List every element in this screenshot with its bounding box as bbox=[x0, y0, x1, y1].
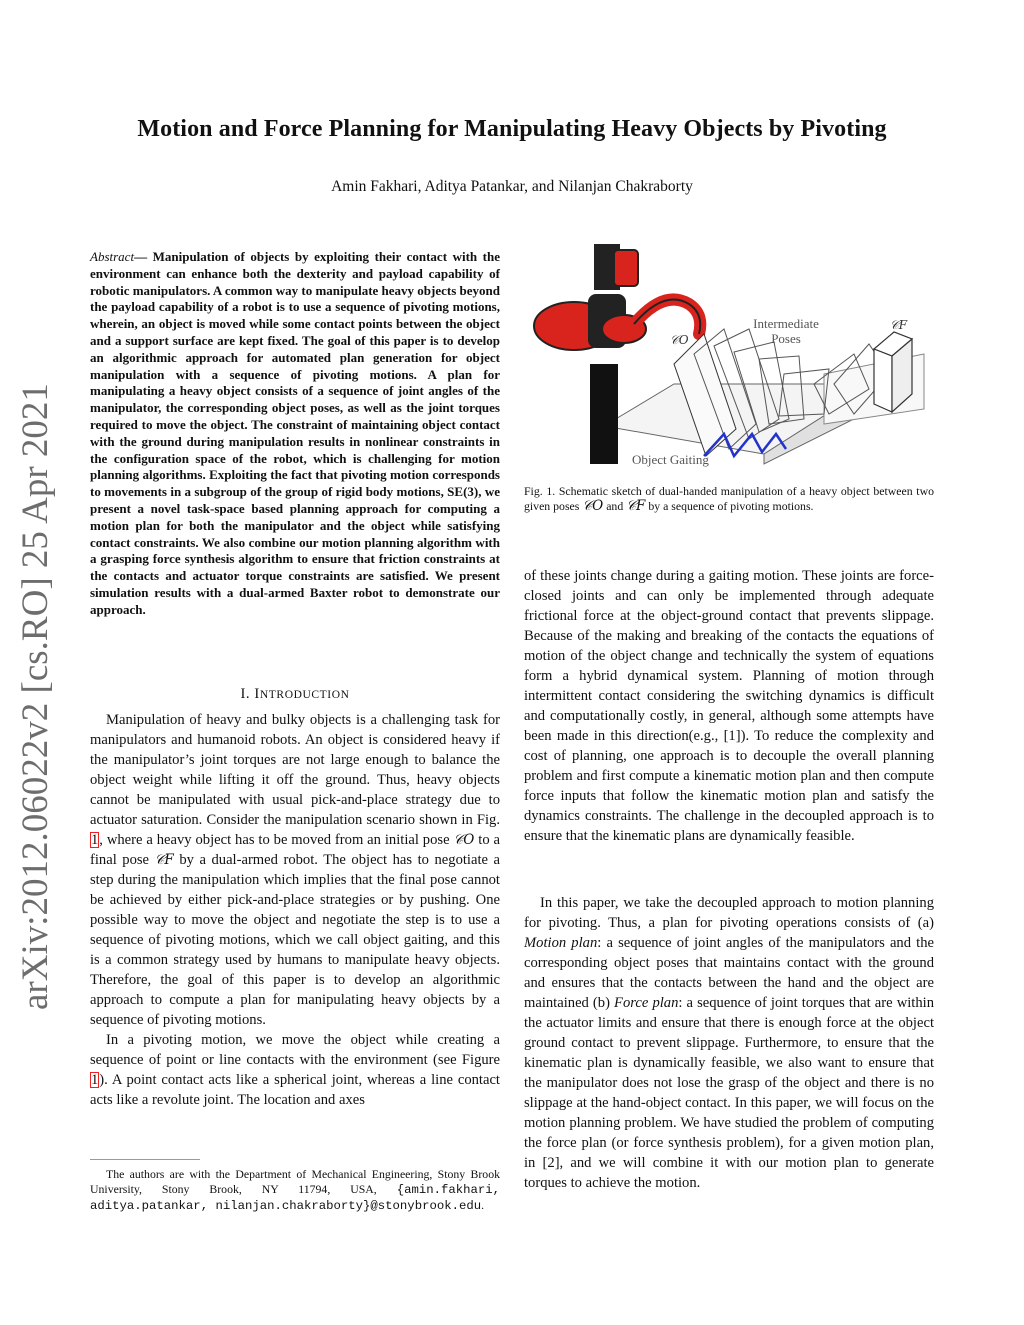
right-p2-a: In this paper, we take the decoupled approach to motion planning for pivoting. Thus, a plan for pivoting operations consists of (a) bbox=[524, 895, 934, 931]
right-p1-text: of these joints change during a gaiting motion. These joints are force-closed joints and can only be implemented through adequate frictional force at the object-ground contact that prevents slippage. Because of the making and breaking of the contacts the equations of motion of the object change and technically the system of equations form a hybrid dynamical system. Planning of motion through intermittent contact considering the switching dynamics is difficult and computationally costly, in general, although some attempts have been made in this direction(e.g., [1]). To reduce the complexity and cost of planning, one approach is to decouple the overall planning problem and first compute a kinematic motion plan and then compute force inputs that follow the kinematic motion plan and satisfy the dynamics constraints. The challenge in the decoupled approach is to ensure that the kinematic plans are dynamically feasible. bbox=[524, 568, 934, 844]
label-object-gaiting: Object Gaiting bbox=[632, 452, 709, 467]
right-p2 bbox=[524, 893, 934, 1193]
intro-text bbox=[90, 710, 500, 1110]
caption-c: by a sequence of pivoting motions. bbox=[645, 499, 814, 513]
label-cf: 𝒞F bbox=[890, 318, 908, 332]
paper-authors: Amin Fakhari, Aditya Patankar, and Nilanjan Chakraborty bbox=[331, 178, 693, 195]
figure-1-illustration bbox=[524, 234, 934, 474]
footnote-rule bbox=[90, 1159, 200, 1160]
right-paragraph-2 bbox=[524, 893, 934, 1193]
intro-paragraph-1 bbox=[90, 710, 500, 1030]
intro-p2-a: In a pivoting motion, we move the object while creating a sequence of point or line contacts with the environment (see Figure bbox=[90, 1032, 500, 1068]
intro-p1-c: to a final pose bbox=[90, 832, 500, 868]
pose-cf-symbol: 𝒞F bbox=[154, 852, 174, 868]
figure-1-link-2[interactable]: 1 bbox=[91, 1072, 99, 1088]
figure-1-link[interactable]: 1 bbox=[91, 832, 99, 848]
section-initial: I bbox=[254, 686, 260, 702]
footnote-text: The authors are with the Department of Mechanical Engineering, Stony Brook University, Stony Brook, NY 11794, USA, bbox=[90, 1167, 500, 1196]
right-p2-c: : a sequence of joint torques that are within the actuator limits and ensure that there is enough force at the object ground contact to prevent slippage. Furthermore, to ensure that the kinematic plan is dynamically feasible, we also want to ensure that the manipulator does not lose the grasp of the object and there is no slippage at the hand-object contact. In this paper, we will focus on the motion planning problem. We have studied the problem of computing the force plan (or force synthesis problem), for a given motion plan, in [2], and we will combine it with our motion plan to generate torques to achieve the motion. bbox=[524, 995, 934, 1191]
label-co: 𝒞O bbox=[670, 333, 689, 347]
figure-1 bbox=[524, 234, 934, 474]
arxiv-identifier: arXiv:2012.06022v2 [cs.RO] 25 Apr 2021 bbox=[15, 383, 56, 1010]
right-paragraph-1 bbox=[524, 566, 934, 846]
pose-co-symbol: 𝒞O bbox=[453, 832, 475, 848]
footnote bbox=[90, 1167, 500, 1214]
intro-p1-d: by a dual-armed robot. The object has to negotiate a step during the manipulation which implies that the final pose cannot be achieved by either pick-and-place strategies or by pushing. One possible way to move the object and negotiate the step is to use a sequence of pivoting motions, which we call object gaiting, and this is a common strategy used by humans to manipulate heavy objects. Therefore, the goal of this paper is to develop an algorithmic approach to compute a plan for manipulating heavy objects by a sequence of pivoting motions. bbox=[90, 852, 500, 1028]
force-plan-term: Force plan bbox=[614, 995, 679, 1011]
caption-a: Fig. 1. Schematic sketch of dual-handed manipulation of a heavy object between two given poses bbox=[524, 484, 934, 513]
label-intermediate-1: Intermediate bbox=[753, 316, 819, 331]
footnote-emails[interactable]: {amin.fakhari, aditya.patankar, nilanjan.chakraborty}@stonybrook.edu bbox=[90, 1183, 500, 1213]
intro-p2-b: ). A point contact acts like a spherical joint, whereas a line contact acts like a revolute joint. The location and axes bbox=[90, 1072, 500, 1108]
figure-1-caption bbox=[524, 484, 934, 514]
caption-co: 𝒞O bbox=[582, 498, 604, 514]
label-intermediate-2: Poses bbox=[771, 331, 801, 346]
motion-plan-term: Motion plan bbox=[524, 935, 598, 951]
right-p2-b: : a sequence of joint angles of the manipulators and the corresponding object poses that maintains contact with the ground and ensures that the contacts between the hand and the object are maintained (b) bbox=[524, 935, 934, 1011]
robot-pedestal bbox=[590, 364, 618, 464]
section-title-rest: NTRODUCTION bbox=[259, 689, 350, 701]
abstract bbox=[90, 249, 500, 619]
abstract-label: Abstract bbox=[90, 249, 135, 264]
robot-head-screen bbox=[614, 250, 638, 286]
caption-cf: 𝒞F bbox=[626, 498, 646, 514]
footnote-end: . bbox=[481, 1198, 485, 1212]
section-number: I. bbox=[240, 686, 251, 702]
intro-p1-a: Manipulation of heavy and bulky objects is a challenging task for manipulators and humanoid robots. An object is considered heavy if the manipulator’s joint torques are not large enough to balance the object weight while lifting it off the ground. Thus, heavy objects cannot be manipulated with usual pick-and-place strategy due to actuator saturation. Consider the manipulation scenario shown in Fig. bbox=[90, 712, 500, 828]
paper-title: Motion and Force Planning for Manipulating Heavy Objects by Pivoting bbox=[137, 116, 887, 142]
intro-paragraph-2 bbox=[90, 1030, 500, 1110]
final-pose-front bbox=[874, 349, 892, 412]
intro-p1-b: , where a heavy object has to be moved from an initial pose bbox=[99, 832, 454, 848]
abstract-text: — Manipulation of objects by exploiting their contact with the environment can enhance both the dexterity and payload capability of robotic manipulators. A common way to manipulate heavy objects beyond the payload capability of a robot is to use a sequence of pivoting motions, wherein, an object is moved while some contact points between the object and a support surface are kept fixed. The goal of this paper is to develop an algorithmic approach for automated plan generation for object manipulation with a sequence of pivoting motions. A plan for manipulating a heavy object consists of a sequence of joint angles of the manipulator, the corresponding object poses, as well as the joint torques required to move the object. The constraint of maintaining object contact with the ground during manipulation results in nonlinear constraints in the configuration space of the robot, which is challenging for motion planning algorithms. Exploiting the fact that pivoting motion corresponds to movements in a subgroup of the group of rigid body motions, SE(3), we present a novel task-space based planning approach for computing a motion plan for both the manipulator and the object while satisfying contact constraints. We also combine our motion planning algorithm with a grasping force synthesis algorithm to ensure that friction constraints at the contacts and actuator torque constraints are satisfied. We present simulation results with a dual-armed Baxter robot to demonstrate our approach. bbox=[90, 249, 500, 617]
caption-b: and bbox=[603, 499, 627, 513]
section-heading bbox=[90, 684, 500, 705]
